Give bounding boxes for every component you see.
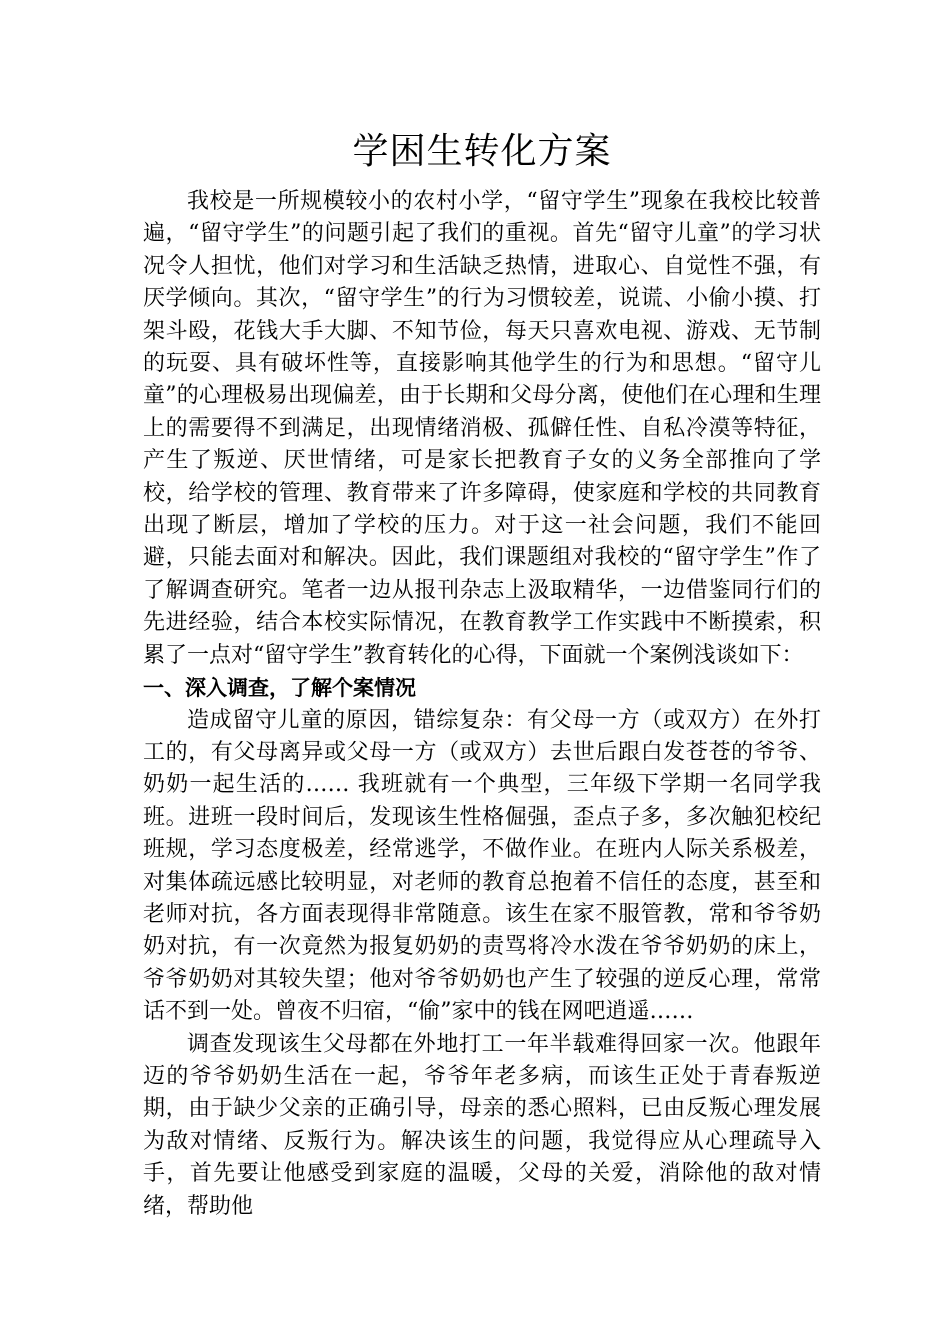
paragraph-intro: 我校是一所规模较小的农村小学，“留守学生”现象在我校比较普遍，“留守学生”的问题引起了我们的重视。首先“留守儿童”的学习状况令人担忧，他们对学习和生活缺乏热情，进取心、自觉性不强，有厌学倾向。其次，“留守学生”的行为习惯较差，说谎、小偷小摸、打架斗殴，花钱大手大脚、不知节俭，每天只喜欢电视、游戏、无节制的玩耍、具有破坏性等，直接影响其他学生的行为和思想。“留守儿童”的心理极易出现偏差，由于长期和父母分离，使他们在心理和生理上的需要得不到满足，出现情绪消极、孤僻任性、自私冷漠等特征，产生了叛逆、厌世情绪，可是家长把教育子女的义务全部推向了学校，给学校的管理、教育带来了许多障碍，使家庭和学校的共同教育出现了断层，增加了学校的压力。对于这一社会问题，我们不能回避，只能去面对和解决。因此，我们课题组对我校的“留守学生”作了了解调查研究。笔者一边从报刊杂志上汲取精华，一边借鉴同行们的先进经验，结合本校实际情况，在教育教学工作实践中不断摸索，积累了一点对“留守学生”教育转化的心得，下面就一个案例浅谈如下： — [143, 189, 821, 668]
document-body — [143, 128, 821, 1223]
section-heading-1: 一、深入调查，了解个案情况 — [143, 675, 416, 701]
paragraph-investigation: 调查发现该生父母都在外地打工一年半载难得回家一次。他跟年迈的爷爷奶奶生活在一起，爷爷年老多病，而该生正处于青春叛逆期，由于缺少父亲的正确引导，母亲的悉心照料，已由反叛心理发展为敌对情绪、反叛行为。解决该生的问题，我觉得应从心理疏导入手，首先要让他感受到家庭的温暖，父母的关爱，消除他的敌对情绪，帮助他 — [143, 1031, 821, 1219]
paragraph-case-background: 造成留守儿童的原因，错综复杂：有父母一方（或双方）在外打工的，有父母离异或父母一方（或双方）去世后跟白发苍苍的爷爷、奶奶一起生活的…… 我班就有一个典型，三年级下学期一名同学我班。进班一段时间后，发现该生性格倔强，歪点子多，多次触犯校纪班规，学习态度极差，经常逃学，不做作业。在班内人际关系极差，对集体疏远感比较明显，对老师的教育总抱着不信任的态度，甚至和老师对抗，各方面表现得非常随意。该生在家不服管教，常和爷爷奶奶对抗，有一次竟然为报复奶奶的责骂将冷水泼在爷爷奶奶的床上，爷爷奶奶对其较失望；他对爷爷奶奶也产生了较强的逆反心理，常常话不到一处。曾夜不归宿，“偷”家中的钱在网吧逍遥…… — [143, 707, 821, 1025]
document-title: 学困生转化方案 — [352, 131, 612, 172]
